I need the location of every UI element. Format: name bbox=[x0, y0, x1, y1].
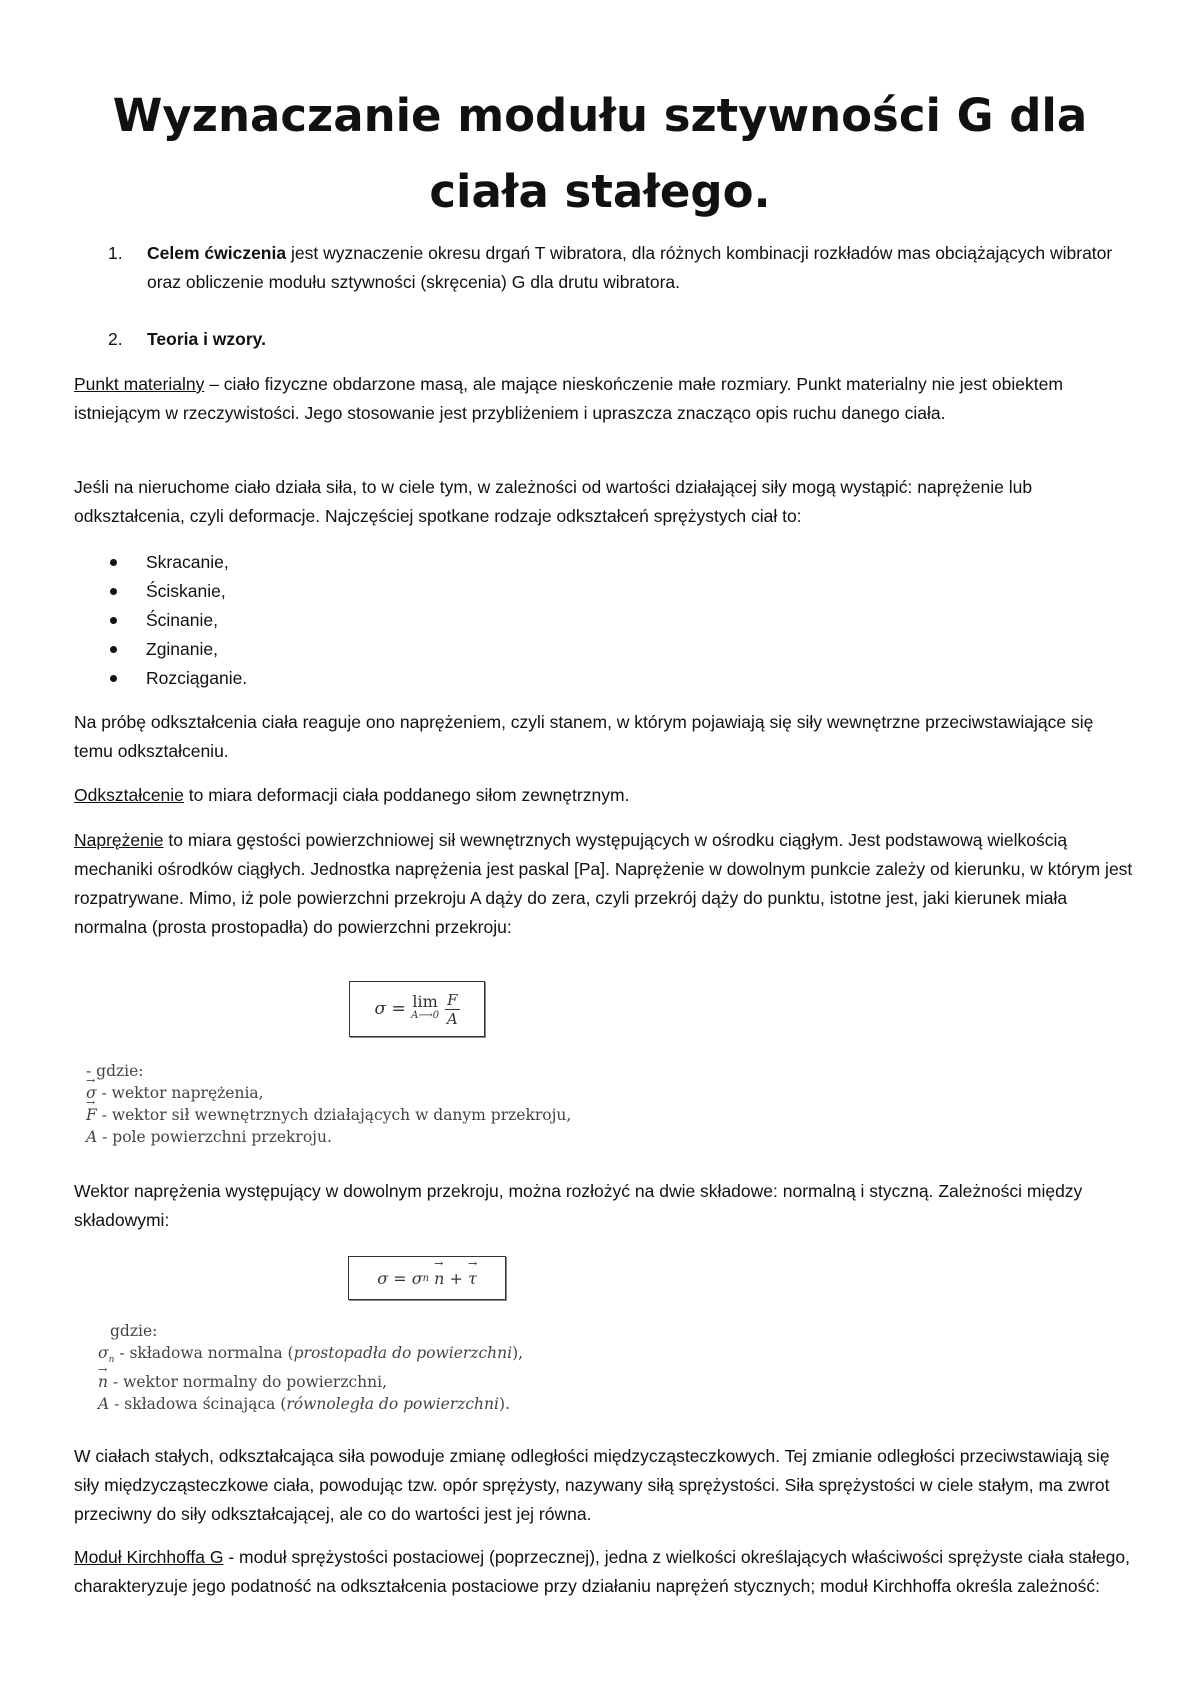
force-paragraph: Jeśli na nieruchome ciało działa siła, to w ciele tym, w zależności od wartości działającej siły mogą wystąpić: naprężenie lub odkształcenia, czyli deformacje. Najczęściej spotkane rodzaje odkształceń sprężystych ciał to: bbox=[74, 477, 1033, 526]
list-number-1: 1. bbox=[108, 243, 123, 263]
kirchhoff-text: - moduł sprężystości postaciowej (poprzecznej), jedna z wielkości określających właściwości sprężyste ciała stałego, charakteryzuje jego podatność na odkształcenia postaciowe przy działaniu naprężeń stycznych; moduł Kirchhoffa określa zależność: bbox=[74, 1547, 1130, 1596]
bullet-icon bbox=[110, 559, 117, 566]
aim-text: jest wyznaczenie okresu drgań T wibratora, dla różnych kombinacji rozkładów mas obciążających wibrator oraz obliczenie modułu sztywności (skręcenia) G dla drutu wibratora. bbox=[147, 243, 1113, 292]
legend-head: - gdzie: bbox=[86, 1062, 144, 1080]
legend-head: gdzie: bbox=[110, 1322, 158, 1340]
stress-term: Naprężenie bbox=[74, 830, 164, 850]
material-point-paragraph bbox=[74, 370, 1134, 428]
list-item: Rozciąganie. bbox=[108, 664, 247, 693]
strain-term: Odkształcenie bbox=[74, 785, 184, 805]
bullet-icon bbox=[110, 646, 117, 653]
list-item: Ściskanie, bbox=[108, 577, 247, 606]
bullet-icon bbox=[110, 675, 117, 682]
legend-line: → F - wektor sił wewnętrznych działających w danym przekroju, bbox=[86, 1104, 571, 1126]
formula-fraction: F A bbox=[446, 990, 458, 1028]
formula-limit: lim A⟶0 bbox=[411, 992, 440, 1021]
strain-text: to miara deformacji ciała poddanego siłom zewnętrznym. bbox=[183, 785, 630, 805]
list-number-2: 2. bbox=[108, 329, 123, 349]
legend-line: → σ - wektor naprężenia, bbox=[86, 1082, 571, 1104]
reaction-paragraph: Na próbę odkształcenia ciała reaguje ono naprężeniem, czyli stanem, w którym pojawiają się siły wewnętrzne przeciwstawiające się temu odkształceniu. bbox=[74, 712, 1094, 761]
vector-paragraph: Wektor naprężenia występujący w dowolnym przekroju, można rozłożyć na dwie składowe: normalną i styczną. Zależności między składowymi: bbox=[74, 1181, 1083, 1230]
aim-paragraph bbox=[147, 239, 1132, 297]
list-item: Skracanie, bbox=[108, 548, 247, 577]
material-point-term: Punkt materialny bbox=[74, 374, 205, 394]
page-title: Wyznaczanie modułu sztywności G dla ciała stałego. bbox=[112, 89, 1088, 218]
theory-heading-text: Teoria i wzory. bbox=[147, 329, 266, 349]
aim-term: Celem ćwiczenia bbox=[147, 243, 287, 263]
formula-sigma: σ bbox=[374, 999, 387, 1019]
stress-paragraph bbox=[74, 826, 1134, 942]
bullet-icon bbox=[110, 617, 117, 624]
components-legend bbox=[98, 1320, 523, 1415]
stress-legend bbox=[86, 1060, 571, 1148]
bullet-icon bbox=[110, 588, 117, 595]
kirchhoff-term: Moduł Kirchhoffa G bbox=[74, 1547, 224, 1567]
legend-line: A - pole powierzchni przekroju. bbox=[86, 1128, 332, 1146]
kirchhoff-paragraph bbox=[74, 1543, 1134, 1601]
formula-equals: = bbox=[386, 999, 412, 1019]
legend-line: → n - wektor normalny do powierzchni, bbox=[98, 1371, 523, 1393]
solids-paragraph: W ciałach stałych, odkształcająca siła powoduje zmianę odległości międzycząsteczkowych. Tej zmianie odległości przeciwstawiają się siły międzycząsteczkowe ciała, powodując tzw. opór sprężysty, nazywany siłą sprężystości. Siła sprężystości w ciele stałym, ma zwrot przeciwny do siły odkształcającej, ale co do wartości jest jej równa. bbox=[74, 1446, 1110, 1524]
legend-line: $\sigma_n$ - składowa normalna (prostopadła do powierzchni), bbox=[98, 1344, 524, 1366]
components-formula: σ = σ n → n + → τ bbox=[348, 1256, 506, 1300]
theory-heading bbox=[147, 325, 1132, 354]
list-item: Ścinanie, bbox=[108, 606, 247, 635]
material-point-text: – ciało fizyczne obdarzone masą, ale mające nieskończenie małe rozmiary. Punkt materialny nie jest obiektem istniejącym w rzeczywistości. Jego stosowanie jest przybliżeniem i upraszcza znacząco opis ruchu danego ciała. bbox=[74, 374, 1063, 423]
stress-formula bbox=[349, 981, 485, 1037]
deformation-list bbox=[108, 548, 247, 693]
stress-text: to miara gęstości powierzchniowej sił wewnętrznych występujących w ośrodku ciągłym. Jest podstawową wielkością mechaniki ośrodków ciągłych. Jednostka naprężenia jest paskal [Pa]. Naprężenie w dowolnym punkcie zależy od kierunku, w którym jest rozpatrywane. Mimo, iż pole powierzchni przekroju A dąży do zera, czyli przekrój dąży do punktu, istotne jest, jaki kierunek miała normalna (prosta prostopadła) do powierzchni przekroju: bbox=[74, 830, 1133, 937]
legend-line: A - składowa ścinająca (równoległa do powierzchni). bbox=[98, 1395, 510, 1414]
list-item: Zginanie, bbox=[108, 635, 247, 664]
strain-paragraph bbox=[74, 781, 1134, 810]
